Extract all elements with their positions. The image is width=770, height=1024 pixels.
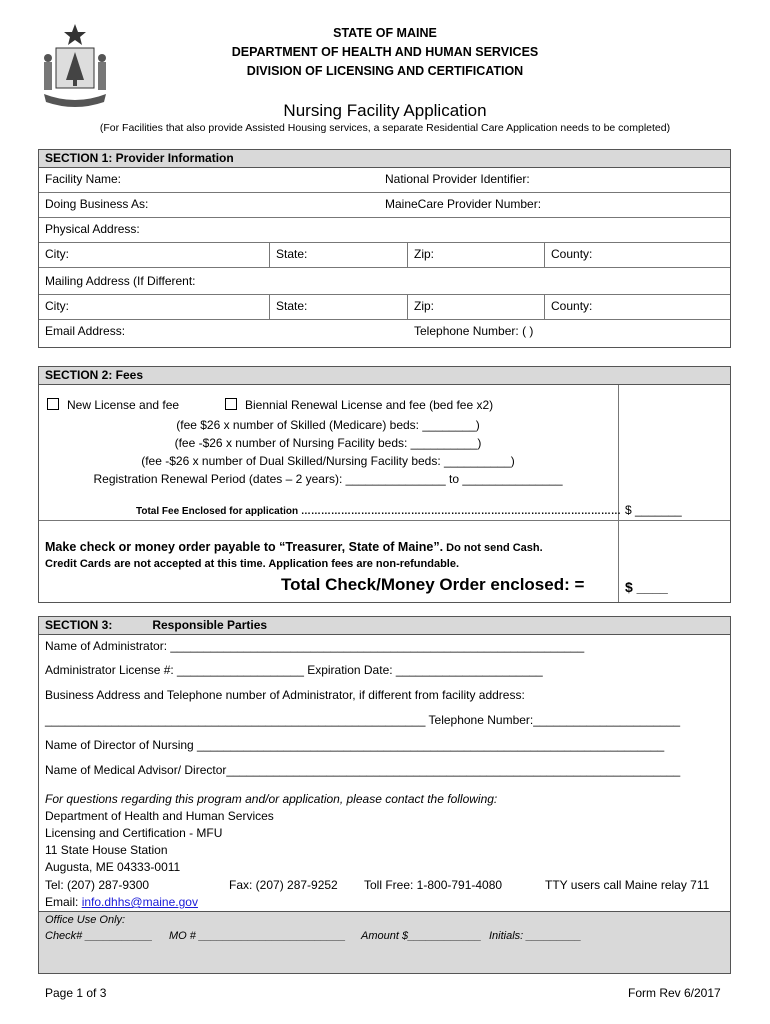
section-3-heading: SECTION 3: Responsible Parties: [39, 617, 730, 635]
page-title: Nursing Facility Application: [283, 101, 487, 120]
contact-tty: TTY users call Maine relay 711: [545, 878, 710, 892]
fee-dual-beds: (fee -$26 x number of Dual Skilled/Nursing Facility beds: __________): [141, 454, 515, 468]
mailing-address-label: Mailing Address (If Different:: [45, 274, 196, 288]
biennial-renewal-option[interactable]: Biennial Renewal License and fee (bed fee x2): [225, 398, 493, 412]
contact-email: Email: info.dhhs@maine.gov: [45, 895, 198, 909]
contact-street: 11 State House Station: [45, 843, 168, 857]
section-2-heading: SECTION 2: Fees: [39, 367, 730, 385]
total-check-label: Total Check/Money Order enclosed: =: [281, 575, 585, 594]
section-2-fees: [38, 366, 731, 603]
office-use-only-box: [39, 911, 730, 973]
mailing-zip-label: Zip:: [414, 299, 435, 313]
email-address-label: Email Address:: [45, 324, 126, 338]
contact-city: Augusta, ME 04333-0011: [45, 860, 181, 874]
mailing-state-label: State:: [276, 299, 308, 313]
director-of-nursing-field[interactable]: Name of Director of Nursing ______________________________________________________________________: [45, 738, 665, 752]
office-mo-field: MO # ________________________: [169, 930, 346, 942]
mailing-county-label: County:: [551, 299, 593, 313]
facility-name-label: Facility Name:: [45, 172, 122, 186]
telephone-label: Telephone Number: ( ): [414, 324, 534, 338]
registration-period: Registration Renewal Period (dates – 2 years): _______________ to _______________: [93, 472, 563, 486]
office-check-field: Check# ___________: [45, 930, 153, 942]
state-label: State:: [276, 247, 308, 261]
page-subtitle: (For Facilities that also provide Assisted Housing services, a separate Residential Care Application needs to be completed): [99, 122, 671, 134]
business-address-field[interactable]: _________________________________________________________ Telephone Number:______________________: [45, 713, 681, 727]
contact-tollfree: Toll Free: 1-800-791-4080: [364, 878, 503, 892]
page-number: Page 1 of 3: [45, 986, 107, 1000]
section-1-provider-information: [38, 149, 731, 348]
biennial-renewal-checkbox[interactable]: [225, 398, 237, 410]
contact-fax: Fax: (207) 287-9252: [229, 878, 338, 892]
payable-instruction: Make check or money order payable to “Treasurer, State of Maine”. Do not send Cash.: [45, 540, 543, 554]
fee-nursing-beds: (fee -$26 x number of Nursing Facility beds: __________): [174, 436, 482, 450]
division-heading: DIVISION OF LICENSING AND CERTIFICATION: [246, 64, 524, 78]
mailing-city-label: City:: [45, 299, 69, 313]
city-label: City:: [45, 247, 69, 261]
contact-unit: Licensing and Certification - MFU: [45, 826, 223, 840]
department-heading: DEPARTMENT OF HEALTH AND HUMAN SERVICES: [231, 45, 539, 59]
email-link[interactable]: info.dhhs@maine.gov: [81, 895, 198, 909]
section-1-heading: SECTION 1: Provider Information: [39, 150, 730, 168]
office-initials-field: Initials: _________: [489, 930, 582, 942]
office-use-label: Office Use Only:: [45, 914, 126, 926]
contact-tel: Tel: (207) 287-9300: [45, 878, 150, 892]
zip-label: Zip:: [414, 247, 435, 261]
fee-skilled-beds: (fee $26 x number of Skilled (Medicare) beds: ________): [176, 418, 480, 432]
credit-card-notice: Credit Cards are not accepted at this time. Application fees are non-refundable.: [45, 558, 460, 570]
new-license-option[interactable]: New License and fee: [47, 398, 179, 412]
mainecare-label: MaineCare Provider Number:: [385, 197, 542, 211]
total-fee-amount: $ _______: [625, 503, 682, 517]
administrator-license-field[interactable]: Administrator License #: ___________________ Expiration Date: ______________________: [45, 663, 543, 677]
npi-label: National Provider Identifier:: [385, 172, 530, 186]
dba-label: Doing Business As:: [45, 197, 149, 211]
office-amount-field: Amount $____________: [361, 930, 482, 942]
medical-advisor-field[interactable]: Name of Medical Advisor/ Director____________________________________________________________________: [45, 763, 681, 777]
contact-intro: For questions regarding this program and/or application, please contact the following:: [45, 792, 498, 806]
administrator-name-field[interactable]: Name of Administrator: ______________________________________________________________: [45, 639, 585, 653]
business-address-label: Business Address and Telephone number of Administrator, if different from facility address:: [45, 688, 525, 702]
contact-department: Department of Health and Human Services: [45, 809, 274, 823]
form-revision: Form Rev 6/2017: [628, 986, 721, 1000]
total-check-amount: $ ____: [625, 579, 668, 595]
new-license-checkbox[interactable]: [47, 398, 59, 410]
section-3-responsible-parties: [38, 616, 731, 974]
state-heading: STATE OF MAINE: [333, 26, 437, 40]
physical-address-label: Physical Address:: [45, 222, 140, 236]
total-fee-enclosed-label: Total Fee Enclosed for application ……………………………………………………………………………………: [136, 506, 621, 517]
county-label: County:: [551, 247, 593, 261]
